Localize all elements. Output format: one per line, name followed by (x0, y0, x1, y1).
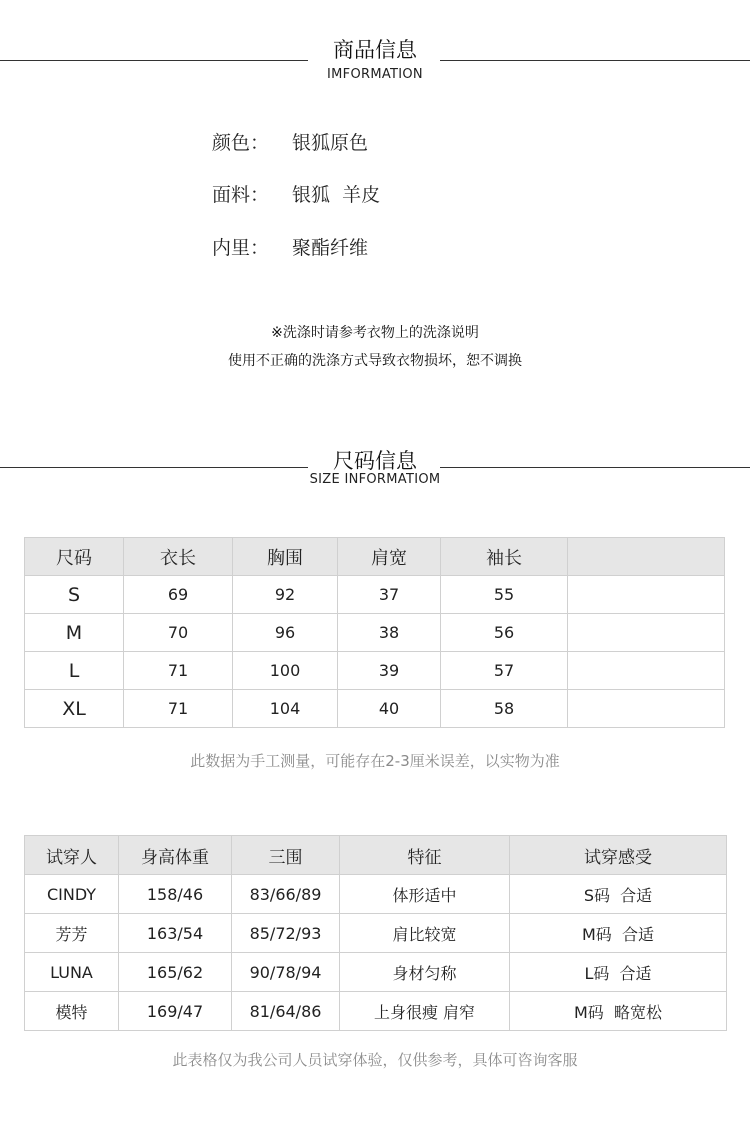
length-cell: 69 (124, 576, 233, 614)
try-on-header-cell: 试穿感受 (510, 836, 727, 875)
chest-cell: 96 (233, 614, 338, 652)
try-on-table-header (25, 836, 727, 875)
tester-name-cell: LUNA (25, 953, 119, 992)
table-row (25, 875, 727, 914)
attr-color-value: 银狐原色 (292, 132, 369, 154)
sleeve-cell: 57 (441, 652, 568, 690)
chest-cell: 100 (233, 652, 338, 690)
height-weight-cell: 169/47 (119, 992, 232, 1031)
try-on-header-cell: 试穿人 (25, 836, 119, 875)
empty-cell (568, 576, 725, 614)
size-info-title: 尺码信息 (333, 449, 417, 473)
attr-color-label: 颜色： (212, 132, 270, 154)
size-table-note: 此数据为手工测量，可能存在2-3厘米误差，以实物为准 (190, 752, 560, 770)
height-weight-cell: 165/62 (119, 953, 232, 992)
size-info-header (0, 437, 750, 497)
shoulder-cell: 38 (338, 614, 441, 652)
size-table (24, 537, 725, 728)
size-info-subtitle: SIZE INFORMATIOM (309, 472, 441, 487)
size-cell: M (25, 614, 124, 652)
table-row (25, 690, 725, 728)
shoulder-cell: 39 (338, 652, 441, 690)
height-weight-cell: 158/46 (119, 875, 232, 914)
attr-fabric-value: 银狐 羊皮 (292, 184, 381, 206)
shoulder-cell: 40 (338, 690, 441, 728)
table-row (25, 652, 725, 690)
length-cell: 71 (124, 652, 233, 690)
length-cell: 71 (124, 690, 233, 728)
table-row (25, 992, 727, 1031)
fit-cell: L码 合适 (510, 953, 727, 992)
shoulder-cell: 37 (338, 576, 441, 614)
measurements-cell: 85/72/93 (232, 914, 340, 953)
tester-name-cell: 模特 (25, 992, 119, 1031)
try-on-header-cell: 特征 (340, 836, 510, 875)
product-info-title: 商品信息 (333, 38, 417, 62)
try-on-header-cell: 身高体重 (119, 836, 232, 875)
height-weight-cell: 163/54 (119, 914, 232, 953)
table-row (25, 614, 725, 652)
wash-note-line2: 使用不正确的洗涤方式导致衣物损坏，恕不调换 (228, 353, 522, 369)
sleeve-cell: 55 (441, 576, 568, 614)
measurements-cell: 83/66/89 (232, 875, 340, 914)
chest-cell: 92 (233, 576, 338, 614)
fit-cell: S码 合适 (510, 875, 727, 914)
attr-lining-value: 聚酯纤维 (292, 237, 369, 259)
size-cell: S (25, 576, 124, 614)
product-info-subtitle: IMFORMATION (327, 67, 423, 82)
empty-cell (568, 690, 725, 728)
feature-cell: 身材匀称 (340, 953, 510, 992)
attr-color (212, 128, 368, 155)
size-header-cell: 尺码 (25, 538, 124, 576)
sleeve-cell: 56 (441, 614, 568, 652)
measurements-cell: 81/64/86 (232, 992, 340, 1031)
size-cell: XL (25, 690, 124, 728)
size-header-cell: 肩宽 (338, 538, 441, 576)
size-header-cell: 衣长 (124, 538, 233, 576)
attr-fabric-label: 面料： (212, 184, 270, 206)
table-row (25, 576, 725, 614)
tester-name-cell: 芳芳 (25, 914, 119, 953)
attr-lining-label: 内里： (212, 237, 270, 259)
size-header-cell (568, 538, 725, 576)
attr-fabric (212, 180, 380, 207)
chest-cell: 104 (233, 690, 338, 728)
empty-cell (568, 652, 725, 690)
size-table-header (25, 538, 725, 576)
size-cell: L (25, 652, 124, 690)
size-header-cell: 袖长 (441, 538, 568, 576)
length-cell: 70 (124, 614, 233, 652)
empty-cell (568, 614, 725, 652)
tester-name-cell: CINDY (25, 875, 119, 914)
sleeve-cell: 58 (441, 690, 568, 728)
table-row (25, 914, 727, 953)
size-header-cell: 胸围 (233, 538, 338, 576)
fit-cell: M码 略宽松 (510, 992, 727, 1031)
wash-note-line1: ※洗涤时请参考衣物上的洗涤说明 (271, 325, 479, 341)
try-on-table-note: 此表格仅为我公司人员试穿体验，仅供参考，具体可咨询客服 (172, 1051, 578, 1069)
product-info-header (0, 30, 750, 90)
table-row (25, 953, 727, 992)
feature-cell: 体形适中 (340, 875, 510, 914)
measurements-cell: 90/78/94 (232, 953, 340, 992)
feature-cell: 肩比较宽 (340, 914, 510, 953)
try-on-table (24, 835, 727, 1031)
fit-cell: M码 合适 (510, 914, 727, 953)
try-on-header-cell: 三围 (232, 836, 340, 875)
attr-lining (212, 233, 368, 260)
feature-cell: 上身很瘦 肩窄 (340, 992, 510, 1031)
